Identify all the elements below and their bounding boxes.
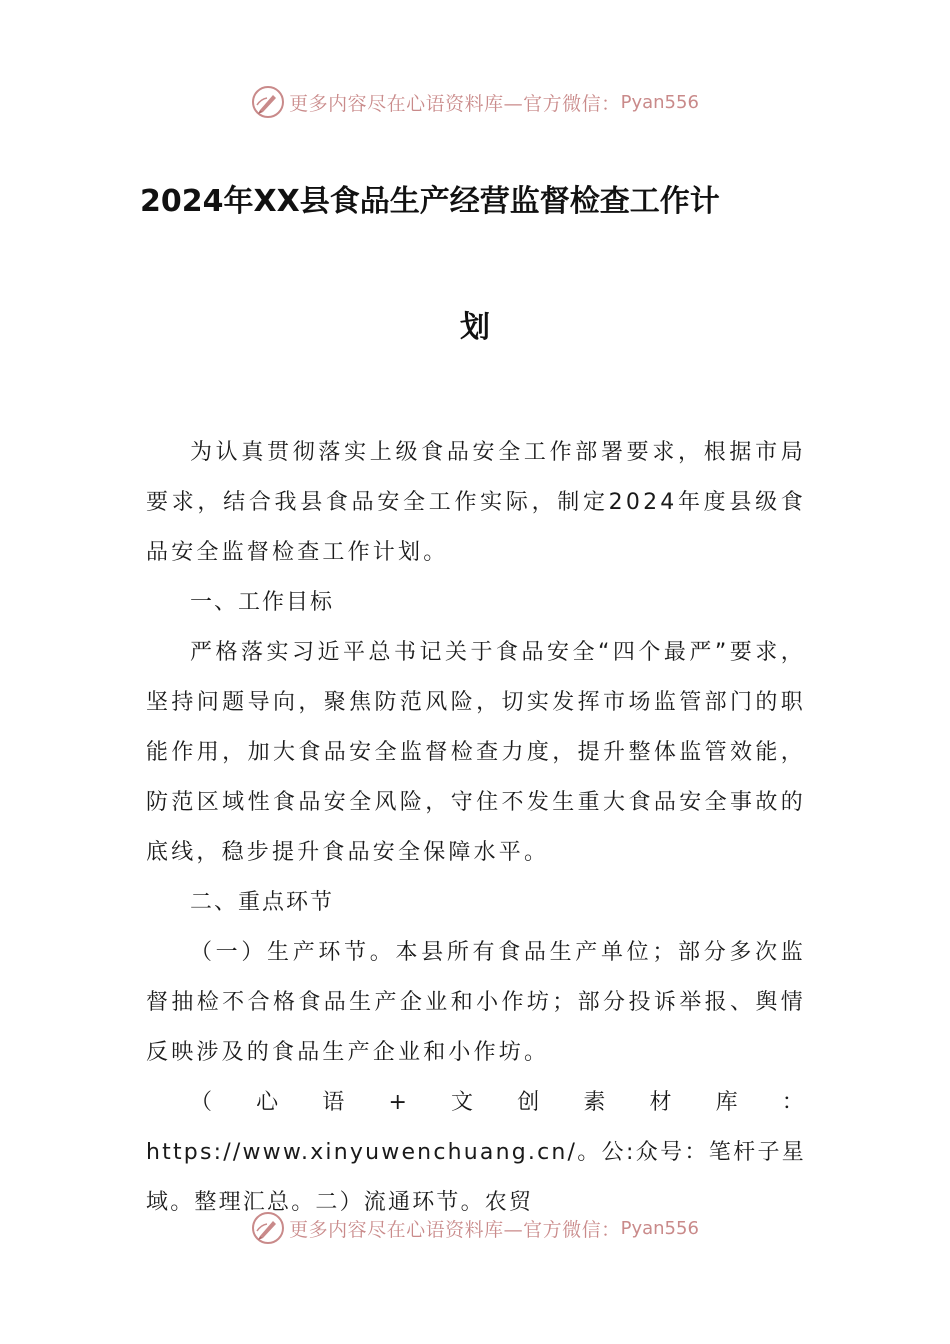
paragraph-production: （一）生产环节。本县所有食品生产单位；部分多次监督抽检不合格食品生产企业和小作坊；部分投诉举报、舆情反映涉及的食品生产企业和小作坊。 <box>146 940 806 1065</box>
document-title-line1: 2024年XX县食品生产经营监督检查工作计 <box>140 184 720 219</box>
heading-work-goal: 一、工作目标 <box>190 590 335 615</box>
brush-pen-logo-icon <box>251 1211 285 1245</box>
watermark-text: 更多内容尽在心语资料库—官方微信： <box>289 1218 621 1241</box>
document-title-line2: 划 <box>460 310 490 345</box>
watermark-banner-bottom <box>0 1208 950 1248</box>
watermark-text: 更多内容尽在心语资料库—官方微信： <box>289 92 621 115</box>
document-body <box>146 428 806 1228</box>
heading-key-links: 二、重点环节 <box>190 890 335 915</box>
paragraph-intro: 为认真贯彻落实上级食品安全工作部署要求，根据市局要求，结合我县食品安全工作实际，制定2024年度县级食品安全监督检查工作计划。 <box>146 440 806 565</box>
brush-pen-logo-icon <box>251 85 285 119</box>
watermark-wechat-id: Pyan556 <box>620 1217 699 1239</box>
watermark-banner-top <box>0 82 950 122</box>
paragraph-work-goal: 严格落实习近平总书记关于食品安全“四个最严”要求，坚持问题导向，聚焦防范风险，切实发挥市场监管部门的职能作用，加大食品安全监督检查力度，提升整体监管效能，防范区域性食品安全风险，守住不发生重大食品安全事故的底线，稳步提升食品安全保障水平。 <box>146 640 806 865</box>
watermark-wechat-id: Pyan556 <box>620 91 699 113</box>
paragraph-circulation: （心语+文创素材库：https://www.xinyuwenchuang.cn/。公:众号：笔杆子星域。整理汇总。二）流通环节。农贸 <box>146 1090 806 1215</box>
